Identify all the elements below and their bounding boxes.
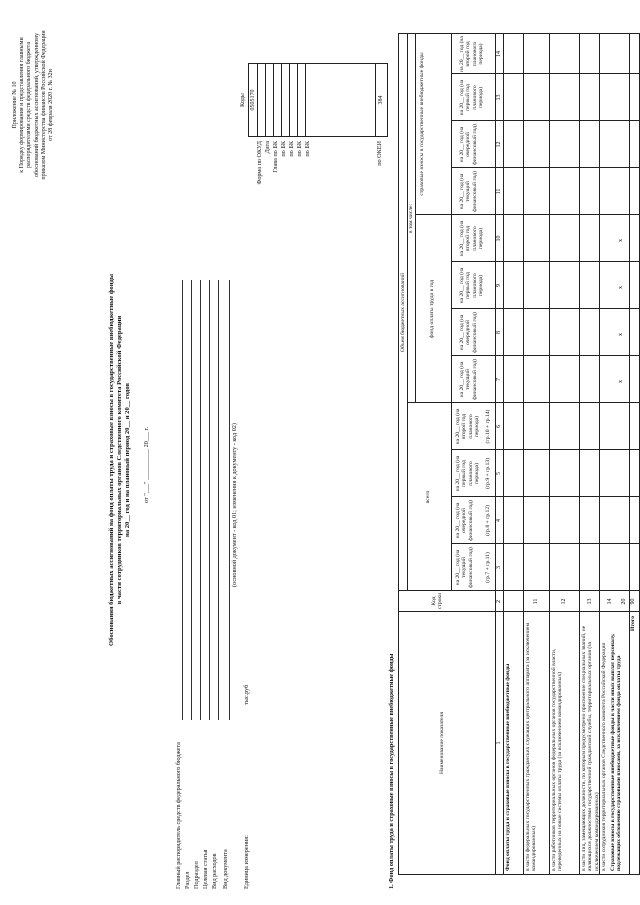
group-header-fot: фонд оплаты труда в год (429, 279, 435, 339)
subheader-p2: на 20__ год (на второй год планового периода) (459, 36, 485, 72)
col-line (451, 496, 639, 497)
units-value: тыс.руб (243, 684, 250, 705)
codes-divider (257, 64, 258, 136)
field-underline (182, 280, 183, 720)
col-number: 12 (496, 141, 502, 148)
field-underline (209, 280, 210, 720)
table-row-code: 11 (533, 598, 539, 605)
row-line (415, 34, 416, 403)
col-number: 11 (496, 188, 502, 195)
col-number: 8 (496, 331, 502, 334)
glava-label: Глава по БК (272, 141, 279, 173)
col-header-code: Код строки (431, 592, 444, 610)
document-date: от "___" __________ 20___ г. (143, 426, 150, 504)
col-number: 10 (496, 235, 502, 242)
field-label: Вид расходов (211, 853, 218, 889)
col-number: 3 (496, 566, 502, 569)
annex-line: обоснований бюджетных ассигнований, утвержденному (33, 33, 40, 177)
col-number: 5 (496, 472, 502, 475)
bk-label: по БК (280, 141, 287, 157)
doc-type-hint: (основной документ - код 01; изменения к документу - код 02) (231, 423, 238, 587)
table-row-label: в части работников территориальных органов федеральных органов государственной власти, переведенных на новые системы оплаты труда (за исключением командированных) (551, 648, 564, 871)
annex-line: от 28 февраля 2020 г. № 32н (48, 69, 55, 141)
field-underline (229, 280, 230, 720)
bk-label: по БК (296, 141, 303, 157)
col-line (451, 120, 639, 121)
col-number: 9 (496, 284, 502, 287)
col-number: 6 (496, 425, 502, 428)
group-header-total: Объем бюджетных ассигнований (400, 273, 406, 352)
table-row-label: в части лиц, замещающих должности, по которым предусмотрено присвоение специальных званий, не являющихся должностями государственной гражданской службы, территориальных органов (за исключением командированных) (581, 625, 600, 871)
annex-line: Приложение № 10 (12, 81, 18, 129)
col-line (451, 355, 639, 356)
subheader-p1: на 20__ год (на первый год планового периода) (455, 455, 481, 492)
subheader-cur: на 20__ год (на текущий финансовый год) (455, 547, 474, 588)
table-row-code: 20 (621, 598, 627, 605)
codes-divider (265, 64, 266, 136)
row-line (451, 34, 452, 591)
table-row-code: 14 (607, 598, 613, 605)
field-label: Главный распорядитель средств федерального бюджета (175, 742, 182, 889)
annex-line: к Порядку формирования и представления главными (19, 37, 26, 173)
total-label: Итого (630, 616, 636, 632)
field-label: Вид документа (222, 849, 229, 889)
subheader-p2: на 20__ год (на второй год планового периода) (459, 220, 485, 257)
subheader-next: на 20__ год (на очередной финансовый год) (459, 312, 478, 353)
x-mark: x (618, 239, 624, 242)
table-row-label: Фонд оплаты труда и страховые взносы в государственные внебюджетные фонды (505, 663, 511, 871)
col-number: 4 (496, 519, 502, 522)
col-line (399, 611, 639, 612)
codes-divider (273, 64, 274, 136)
col-line (451, 308, 639, 309)
row-line (629, 34, 630, 874)
col-line (451, 543, 639, 544)
row-line (523, 34, 524, 874)
codes-divider (375, 64, 376, 136)
formula: (гр.7 + гр.11) (485, 552, 491, 583)
annex-line: приказом Министерства финансов Российской Федерации (40, 30, 47, 180)
field-underline (191, 280, 192, 720)
col-line (451, 261, 639, 262)
codes-divider (297, 64, 298, 136)
title-line: Обоснования бюджетных ассигнований на фонд оплаты труда и страховые взносы в государственные внебюджетные фонды (108, 274, 115, 646)
subheader-next: на 20__ год (на очередной финансовый год) (459, 124, 478, 165)
subheader-p2: на 20__ год (на второй год планового периода) (455, 408, 481, 445)
annex-line: распорядителями средств федерального бюджета (26, 41, 33, 169)
x-mark: x (618, 380, 624, 383)
group-header-all: всего (425, 490, 431, 504)
okud-code: 0505170 (250, 89, 256, 111)
table-row-code: 13 (587, 598, 593, 605)
subheader-cur: на 20__ год (на текущий финансовый год) (459, 171, 478, 212)
codes-divider (305, 64, 306, 136)
table-row-label: в части федеральных государственных гражданских служащих центрального аппарата (за исключением командированных) (525, 622, 538, 871)
formula: (гр.10 + гр.14) (485, 409, 491, 444)
okud-label: Форма по ОКУД (256, 141, 263, 185)
codes-divider (289, 64, 290, 136)
col-line (451, 449, 639, 450)
okei-code: 384 (378, 95, 384, 105)
title-line: на 20__ год и на плановый период 20__ и 20__ годов (124, 383, 131, 537)
col-number: 7 (496, 378, 502, 381)
codes-box (240, 63, 388, 137)
col-line (451, 167, 639, 168)
codes-divider (281, 64, 282, 136)
main-table (398, 33, 640, 875)
bk-label: по БК (304, 141, 311, 157)
annex-block (12, 5, 55, 205)
codes-header: Коды (240, 93, 246, 107)
subheader-p1: на 20__ год (на первый год планового периода) (459, 79, 485, 116)
total-code: 90 (630, 598, 636, 605)
row-line (503, 34, 504, 874)
date-label: Дата (264, 141, 271, 154)
col-number: 13 (496, 94, 502, 101)
col-number: 14 (496, 51, 502, 57)
col-number: 1 (496, 741, 502, 745)
col-header-name: Наименование показателя (439, 712, 445, 774)
x-mark: x (618, 333, 624, 336)
row-line (549, 34, 550, 874)
field-label: Подраздел (193, 861, 200, 889)
col-line (415, 214, 639, 215)
field-underline (218, 280, 219, 720)
col-line (451, 73, 639, 74)
field-label: Раздел (184, 871, 191, 889)
field-underline (200, 280, 201, 720)
x-mark: x (618, 286, 624, 289)
subheader-p1: на 20__ год (на первый год планового периода) (459, 267, 485, 304)
row-line (579, 34, 580, 874)
group-header-ins: страховые взносы в государственные внебюджетные фонды (419, 52, 425, 196)
formula: (гр.8 + гр.12) (485, 504, 491, 537)
section-heading: 1. Фонд оплаты труда и страховые взносы в государственные внебюджетные фонды (388, 653, 395, 889)
formula: (гр.9 + гр.13) (485, 457, 491, 490)
units-label: Единица измерения: (243, 835, 250, 889)
subheader-cur: на 20__ год (на текущий финансовый год) (459, 359, 478, 400)
okei-label: по ОКЕИ (376, 141, 383, 166)
subheader-next: на 20__ год (на очередной финансовый год) (455, 500, 474, 541)
document-title (108, 165, 132, 755)
table-row-code: 12 (561, 598, 567, 605)
title-line: в части сотрудников территориальных органов Следственного комитета Российской Федерации (116, 315, 123, 605)
bk-label: по БК (288, 141, 295, 157)
table-row-label: Страховые взносы в государственные внебюджетные фонды в части иных выплат персоналу, подлежащих обложению страховыми взносами, за исключением фонда оплаты труда (610, 633, 623, 871)
field-label: Целевая статья (202, 849, 209, 889)
table-row-label: в части сотрудников территориальных органов Следственного комитета Российской Федерации (601, 642, 607, 871)
col-number: 2 (496, 600, 502, 603)
group-header-incl: в том числе: (408, 203, 414, 234)
